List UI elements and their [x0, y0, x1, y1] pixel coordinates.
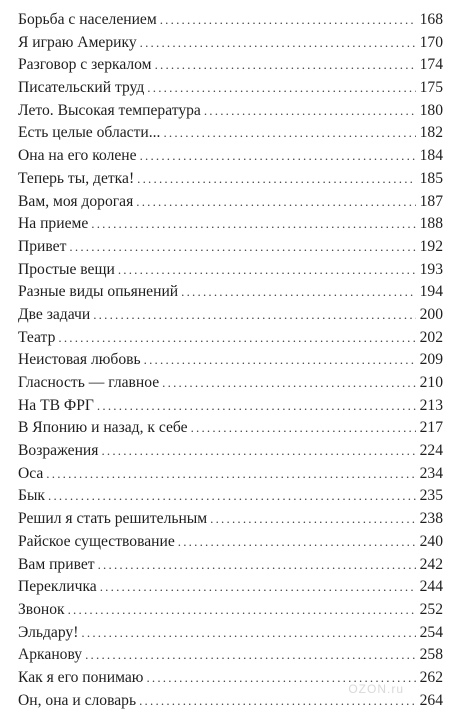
toc-entry-page: 240 [419, 532, 443, 550]
toc-entry [18, 304, 443, 327]
toc-entry-page: 192 [419, 237, 443, 255]
toc-entry-title: Как я его понимаю [18, 668, 144, 686]
toc-entry-page: 194 [419, 283, 443, 301]
toc-entry-title: Райское существование [18, 532, 175, 550]
toc-entry-page: 262 [419, 668, 443, 686]
toc-entry-page: 180 [419, 101, 443, 119]
toc-entry-page: 210 [419, 374, 443, 391]
toc-entry [18, 372, 443, 395]
toc-entry [18, 508, 443, 531]
toc-leader-dots [163, 122, 416, 145]
toc-leader-dots [181, 281, 416, 304]
toc-entry-title: Простые вещи [18, 260, 115, 278]
toc-leader-dots [210, 508, 416, 531]
toc-entry [18, 122, 443, 145]
toc-entry-title: Разные виды опьянений [18, 283, 179, 301]
toc-entry-page: 182 [419, 124, 443, 142]
toc-entry [18, 213, 443, 236]
toc-entry-title: Писательский труд [18, 79, 145, 97]
toc-entry [18, 100, 443, 123]
toc-entry [18, 599, 443, 622]
toc-entry [18, 168, 443, 191]
toc-entry-title: Вам, моя дорогая [18, 192, 134, 210]
toc-entry-title: На ТВ ФРГ [18, 396, 94, 414]
toc-entry-page: 242 [419, 555, 443, 573]
toc-entry-title: Арканову [18, 646, 83, 664]
toc-entry-title: Эльдару! [18, 623, 79, 641]
toc-entry [18, 77, 443, 100]
toc-entry-title: Привет [18, 237, 67, 255]
toc-entry-page: 187 [419, 192, 443, 210]
toc-leader-dots [140, 145, 416, 168]
toc-leader-dots [68, 599, 416, 622]
toc-leader-dots [162, 372, 416, 395]
toc-entry-page: 184 [419, 147, 443, 165]
toc-entry [18, 576, 443, 599]
toc-leader-dots [46, 463, 416, 486]
toc-entry-title: Вам привет [18, 555, 95, 573]
toc-entry-page: 209 [419, 351, 443, 369]
toc-leader-dots [160, 9, 416, 32]
toc-entry-title: Есть целые области... [18, 124, 161, 142]
toc-leader-dots [118, 259, 416, 282]
toc-leader-dots [81, 622, 416, 645]
toc-entry-title: Решил я стать решительным [18, 510, 208, 528]
toc-leader-dots [136, 191, 416, 214]
ozon-watermark: OZON.ru [348, 682, 404, 696]
toc-leader-dots [146, 667, 416, 690]
toc-entry-page: 174 [419, 56, 443, 74]
toc-leader-dots [97, 395, 416, 418]
toc-entry-title: Неистовая любовь [18, 351, 141, 369]
toc-leader-dots [85, 644, 416, 667]
toc-entry [18, 327, 443, 350]
toc-entry [18, 440, 443, 463]
toc-leader-dots [137, 168, 416, 191]
toc-entry-page: 264 [419, 691, 443, 709]
toc-entry-title: Оса [18, 464, 44, 482]
toc-leader-dots [140, 32, 416, 55]
toc-entry [18, 485, 443, 508]
toc-entry [18, 259, 443, 282]
toc-entry-page: 170 [419, 33, 443, 51]
toc-entry-page: 188 [419, 215, 443, 233]
toc-entry-title: Борьба с населением [18, 11, 157, 28]
toc-leader-dots [191, 417, 416, 440]
toc-leader-dots [98, 554, 416, 577]
toc-entry-page: 234 [419, 464, 443, 482]
toc-entry-page: 168 [419, 11, 443, 28]
toc-entry-page: 258 [419, 646, 443, 664]
toc-entry [18, 644, 443, 667]
table-of-contents [0, 9, 462, 712]
toc-entry [18, 236, 443, 259]
toc-entry-title: Звонок [18, 600, 65, 618]
toc-entry-page: 244 [419, 578, 443, 596]
toc-entry-title: Перекличка [18, 578, 97, 596]
toc-leader-dots [204, 100, 416, 123]
toc-entry-page: 224 [419, 442, 443, 460]
toc-entry-page: 213 [419, 396, 443, 414]
toc-leader-dots [101, 440, 416, 463]
toc-entry-page: 254 [419, 623, 443, 641]
toc-leader-dots [144, 349, 416, 372]
toc-entry-title: Гласность — главное [18, 374, 160, 391]
toc-entry-title: Она на его колене [18, 147, 137, 165]
toc-entry-title: На приеме [18, 215, 89, 233]
toc-entry-page: 217 [419, 419, 443, 437]
toc-entry [18, 690, 443, 712]
toc-entry-page: 200 [419, 305, 443, 323]
toc-entry-page: 235 [419, 487, 443, 505]
toc-entry [18, 9, 443, 32]
toc-leader-dots [178, 531, 416, 554]
toc-entry [18, 554, 443, 577]
toc-entry-title: Лето. Высокая температура [18, 101, 201, 119]
toc-entry-title: Разговор с зеркалом [18, 56, 152, 74]
toc-entry-title: Теперь ты, детка! [18, 169, 135, 187]
toc-entry [18, 531, 443, 554]
toc-leader-dots [91, 213, 416, 236]
toc-entry [18, 145, 443, 168]
toc-entry-title: Он, она и словарь [18, 691, 137, 709]
toc-leader-dots [69, 236, 416, 259]
toc-entry [18, 622, 443, 645]
toc-leader-dots [93, 304, 416, 327]
toc-entry [18, 32, 443, 55]
toc-entry-page: 185 [419, 169, 443, 187]
toc-entry [18, 54, 443, 77]
toc-entry-title: Я играю Америку [18, 33, 137, 51]
toc-entry-page: 238 [419, 510, 443, 528]
toc-entry [18, 191, 443, 214]
toc-entry-page: 252 [419, 600, 443, 618]
toc-leader-dots [139, 690, 416, 712]
toc-leader-dots [155, 54, 416, 77]
toc-entry [18, 395, 443, 418]
toc-entry [18, 667, 443, 690]
toc-entry-page: 175 [419, 79, 443, 97]
toc-entry [18, 463, 443, 486]
toc-entry [18, 281, 443, 304]
toc-entry-page: 202 [419, 328, 443, 346]
toc-leader-dots [58, 327, 416, 350]
toc-entry-title: Бык [18, 487, 46, 505]
toc-entry-title: Две задачи [18, 305, 91, 323]
toc-entry-page: 193 [419, 260, 443, 278]
toc-entry-title: Театр [18, 328, 56, 346]
toc-entry [18, 349, 443, 372]
toc-leader-dots [100, 576, 416, 599]
toc-entry-title: Возражения [18, 442, 99, 460]
toc-entry-title: В Японию и назад, к себе [18, 419, 188, 437]
toc-leader-dots [147, 77, 416, 100]
toc-entry [18, 417, 443, 440]
toc-leader-dots [48, 485, 416, 508]
